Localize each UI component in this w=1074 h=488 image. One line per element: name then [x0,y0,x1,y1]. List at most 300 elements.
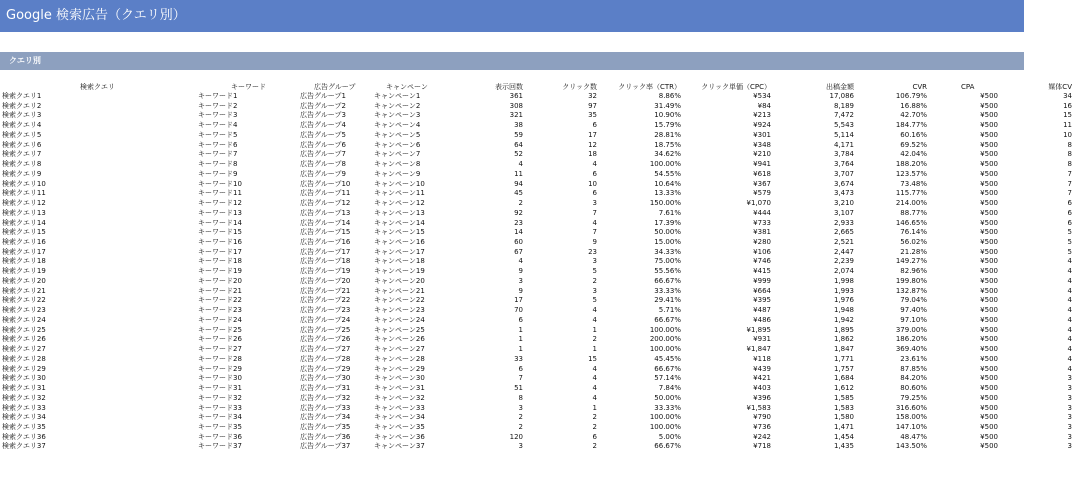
cell-ctr: 18.75% [654,140,681,149]
cell-cpc: ¥534 [753,92,771,100]
cell-cpc: ¥618 [753,169,771,178]
cell-impressions: 45 [514,189,523,198]
cell-ad-group: 広告グループ22 [300,296,351,305]
cell-ctr: 31.49% [654,101,681,110]
table-row[interactable] [0,150,1074,160]
table-row[interactable] [0,335,1074,345]
table-row[interactable] [0,238,1074,248]
cell-cvr: 88.77% [900,208,927,217]
cell-search-query: 検索クエリ4 [2,121,42,130]
table-row[interactable] [0,442,1074,452]
table-row[interactable] [0,121,1074,131]
cell-spend: 1,757 [833,364,854,373]
cell-cpa: ¥500 [980,150,998,159]
cell-spend: 4,171 [833,140,854,149]
cell-impressions: 3 [518,403,523,412]
table-row[interactable] [0,296,1074,306]
cell-search-query: 検索クエリ37 [2,442,46,451]
table-row[interactable] [0,170,1074,180]
table-row[interactable] [0,141,1074,151]
cell-keyword: キーワード36 [198,432,242,441]
cell-cpa: ¥500 [980,238,998,247]
cell-campaign: キャンペーン7 [374,150,421,159]
cell-search-query: 検索クエリ24 [2,315,46,324]
cell-search-query: 検索クエリ11 [2,189,46,198]
cell-cpc: ¥486 [753,315,771,324]
cell-ad-group: 広告グループ30 [300,374,351,383]
cell-clicks: 18 [588,150,597,159]
col-header-cpc[interactable]: クリック単価（CPC） [701,83,771,91]
cell-spend: 1,471 [833,422,854,431]
cell-clicks: 10 [588,179,597,188]
table-row[interactable] [0,180,1074,190]
cell-keyword: キーワード17 [198,247,242,256]
cell-keyword: キーワード5 [198,130,238,139]
cell-campaign: キャンペーン21 [374,286,425,295]
cell-campaign: キャンペーン4 [374,121,421,130]
cell-cvr: 188.20% [895,160,927,169]
cell-campaign: キャンペーン14 [374,218,425,227]
cell-keyword: キーワード29 [198,364,242,373]
cell-cpc: ¥1,895 [746,325,771,334]
cell-ctr: 7.84% [658,384,681,393]
cell-media-cv: 16 [1063,101,1072,110]
cell-cpc: ¥579 [753,189,771,198]
table-row[interactable] [0,374,1074,384]
cell-clicks: 9 [592,238,597,247]
cell-impressions: 11 [514,169,523,178]
cell-cpc: ¥381 [753,228,771,237]
cell-ad-group: 広告グループ8 [300,160,346,169]
col-header-cvr[interactable]: CVR [912,83,927,91]
cell-impressions: 14 [514,228,523,237]
cell-spend: 1,998 [833,276,854,285]
cell-cvr: 97.10% [900,315,927,324]
cell-ad-group: 広告グループ24 [300,315,351,324]
cell-cvr: 73.48% [900,179,927,188]
cell-keyword: キーワード34 [198,413,242,422]
cell-clicks: 2 [592,335,597,344]
col-header-media-cv[interactable]: 媒体CV [1048,83,1072,91]
cell-media-cv: 10 [1063,130,1072,139]
cell-keyword: キーワード12 [198,199,242,208]
cell-campaign: キャンペーン36 [374,432,425,441]
cell-cvr: 16.88% [900,101,927,110]
table-row[interactable] [0,160,1074,170]
cell-clicks: 4 [592,306,597,315]
cell-cpa: ¥500 [980,403,998,412]
cell-ad-group: 広告グループ32 [300,393,351,402]
cell-search-query: 検索クエリ5 [2,130,42,139]
table-row[interactable] [0,219,1074,229]
cell-spend: 1,862 [833,335,854,344]
cell-campaign: キャンペーン37 [374,442,425,451]
col-header-keyword[interactable]: キーワード [231,83,266,91]
cell-cpc: ¥718 [753,442,771,451]
cell-cpc: ¥395 [753,296,771,305]
cell-ctr: 100.00% [649,422,681,431]
cell-clicks: 5 [592,267,597,276]
cell-ctr: 33.33% [654,286,681,295]
cell-search-query: 検索クエリ30 [2,374,46,383]
cell-cvr: 69.52% [900,140,927,149]
cell-media-cv: 5 [1067,247,1072,256]
table-row[interactable] [0,413,1074,423]
cell-search-query: 検索クエリ22 [2,296,46,305]
table-row[interactable] [0,404,1074,414]
cell-cpa: ¥500 [980,179,998,188]
cell-cpa: ¥500 [980,354,998,363]
cell-impressions: 2 [518,199,523,208]
table-row[interactable] [0,199,1074,209]
cell-cpa: ¥500 [980,208,998,217]
cell-cpa: ¥500 [980,422,998,431]
cell-search-query: 検索クエリ9 [2,169,42,178]
cell-cpc: ¥213 [753,111,771,120]
col-header-campaign[interactable]: キャンペーン [386,83,428,91]
cell-media-cv: 4 [1067,315,1072,324]
cell-keyword: キーワード32 [198,393,242,402]
cell-cpa: ¥500 [980,335,998,344]
cell-spend: 1,976 [833,296,854,305]
cell-cpa: ¥500 [980,306,998,315]
cell-ad-group: 広告グループ33 [300,403,351,412]
cell-media-cv: 3 [1067,413,1072,422]
table-header-row [0,82,1074,92]
cell-cpc: ¥941 [753,160,771,169]
cell-campaign: キャンペーン17 [374,247,425,256]
cell-search-query: 検索クエリ8 [2,160,42,169]
cell-cvr: 82.96% [900,267,927,276]
cell-cpc: ¥367 [753,179,771,188]
cell-cpa: ¥500 [980,111,998,120]
cell-cvr: 79.25% [900,393,927,402]
table-row[interactable] [0,306,1074,316]
table-row[interactable] [0,355,1074,365]
cell-cvr: 158.00% [895,413,927,422]
cell-ctr: 34.33% [654,247,681,256]
cell-search-query: 検索クエリ28 [2,354,46,363]
cell-spend: 2,521 [833,238,854,247]
cell-keyword: キーワード11 [198,189,242,198]
cell-cpc: ¥444 [753,208,771,217]
cell-clicks: 2 [592,413,597,422]
cell-ctr: 13.33% [654,189,681,198]
cell-cpc: ¥1,070 [746,199,771,208]
cell-clicks: 15 [588,354,597,363]
cell-keyword: キーワード21 [198,286,242,295]
cell-impressions: 52 [514,150,523,159]
col-header-spend[interactable]: 出稿金額 [826,83,854,91]
cell-search-query: 検索クエリ31 [2,384,46,393]
cell-ctr: 66.67% [654,276,681,285]
cell-cpa: ¥500 [980,286,998,295]
cell-media-cv: 15 [1063,111,1072,120]
cell-media-cv: 3 [1067,422,1072,431]
cell-cpc: ¥439 [753,364,771,373]
cell-spend: 1,771 [833,354,854,363]
cell-ctr: 10.90% [654,111,681,120]
cell-ctr: 100.00% [649,345,681,354]
col-header-search-query[interactable]: 検索クエリ [80,83,115,91]
cell-campaign: キャンペーン24 [374,315,425,324]
cell-cpc: ¥396 [753,393,771,402]
cell-campaign: キャンペーン18 [374,257,425,266]
cell-media-cv: 7 [1067,189,1072,198]
table-row[interactable] [0,267,1074,277]
cell-impressions: 60 [514,238,523,247]
cell-clicks: 6 [592,432,597,441]
cell-clicks: 2 [592,276,597,285]
cell-search-query: 検索クエリ2 [2,101,42,110]
cell-media-cv: 3 [1067,442,1072,451]
cell-spend: 1,684 [833,374,854,383]
cell-ad-group: 広告グループ27 [300,345,351,354]
cell-search-query: 検索クエリ35 [2,422,46,431]
cell-search-query: 検索クエリ23 [2,306,46,315]
col-header-cpa[interactable]: CPA [961,83,975,91]
cell-ctr: 100.00% [649,160,681,169]
table-row[interactable] [0,209,1074,219]
table-row[interactable] [0,248,1074,258]
cell-spend: 2,933 [833,218,854,227]
cell-search-query: 検索クエリ7 [2,150,42,159]
table-row[interactable] [0,423,1074,433]
cell-media-cv: 3 [1067,384,1072,393]
cell-cvr: 199.80% [895,276,927,285]
cell-media-cv: 11 [1063,121,1072,130]
cell-cpa: ¥500 [980,130,998,139]
cell-media-cv: 8 [1067,150,1072,159]
cell-ctr: 200.00% [649,335,681,344]
cell-search-query: 検索クエリ14 [2,218,46,227]
table-row[interactable] [0,228,1074,238]
cell-clicks: 6 [592,169,597,178]
cell-cpc: ¥280 [753,238,771,247]
col-header-impressions[interactable]: 表示回数 [495,83,523,91]
cell-clicks: 4 [592,218,597,227]
cell-campaign: キャンペーン34 [374,413,425,422]
cell-clicks: 4 [592,374,597,383]
cell-search-query: 検索クエリ25 [2,325,46,334]
cell-clicks: 7 [592,208,597,217]
cell-spend: 1,454 [833,432,854,441]
cell-media-cv: 6 [1067,218,1072,227]
cell-cvr: 149.27% [895,257,927,266]
cell-cvr: 79.04% [900,296,927,305]
cell-ad-group: 広告グループ17 [300,247,351,256]
cell-ctr: 66.67% [654,364,681,373]
cell-ad-group: 広告グループ29 [300,364,351,373]
cell-cpa: ¥500 [980,160,998,169]
cell-ad-group: 広告グループ7 [300,150,346,159]
cell-impressions: 17 [514,296,523,305]
cell-spend: 2,074 [833,267,854,276]
cell-impressions: 2 [518,422,523,431]
cell-search-query: 検索クエリ21 [2,286,46,295]
cell-impressions: 92 [514,208,523,217]
cell-impressions: 6 [518,364,523,373]
cell-ctr: 150.00% [649,199,681,208]
cell-cpa: ¥500 [980,364,998,373]
cell-campaign: キャンペーン22 [374,296,425,305]
table-row[interactable] [0,277,1074,287]
cell-search-query: 検索クエリ10 [2,179,46,188]
cell-media-cv: 7 [1067,179,1072,188]
cell-search-query: 検索クエリ3 [2,111,42,120]
cell-ad-group: 広告グループ26 [300,335,351,344]
cell-impressions: 7 [518,374,523,383]
cell-search-query: 検索クエリ27 [2,345,46,354]
query-report-table [0,82,1074,452]
table-row[interactable] [0,384,1074,394]
cell-media-cv: 34 [1063,92,1072,100]
cell-cvr: 56.02% [900,238,927,247]
cell-media-cv: 7 [1067,169,1072,178]
table-row[interactable] [0,365,1074,375]
cell-cpa: ¥500 [980,257,998,266]
cell-impressions: 64 [514,140,523,149]
cell-spend: 2,239 [833,257,854,266]
table-row[interactable] [0,92,1074,102]
cell-spend: 1,895 [833,325,854,334]
cell-spend: 5,114 [833,130,854,139]
table-row[interactable] [0,131,1074,141]
cell-keyword: キーワード24 [198,315,242,324]
cell-media-cv: 4 [1067,296,1072,305]
cell-clicks: 7 [592,228,597,237]
cell-cpc: ¥999 [753,276,771,285]
cell-cvr: 132.87% [895,286,927,295]
cell-ctr: 5.71% [658,306,681,315]
cell-impressions: 6 [518,315,523,324]
cell-keyword: キーワード7 [198,150,238,159]
cell-ad-group: 広告グループ34 [300,413,351,422]
cell-ctr: 50.00% [654,393,681,402]
cell-campaign: キャンペーン1 [374,92,421,100]
cell-keyword: キーワード28 [198,354,242,363]
cell-ad-group: 広告グループ15 [300,228,351,237]
cell-media-cv: 6 [1067,199,1072,208]
cell-media-cv: 3 [1067,374,1072,383]
cell-campaign: キャンペーン5 [374,130,421,139]
cell-campaign: キャンペーン12 [374,199,425,208]
cell-media-cv: 5 [1067,238,1072,247]
col-header-ctr[interactable]: クリック率（CTR） [618,83,681,91]
cell-ctr: 28.81% [654,130,681,139]
cell-clicks: 3 [592,199,597,208]
cell-impressions: 120 [509,432,523,441]
cell-cvr: 316.60% [895,403,927,412]
cell-ad-group: 広告グループ9 [300,169,346,178]
cell-search-query: 検索クエリ20 [2,276,46,285]
cell-cpa: ¥500 [980,374,998,383]
cell-campaign: キャンペーン29 [374,364,425,373]
cell-cpc: ¥403 [753,384,771,393]
table-row[interactable] [0,189,1074,199]
cell-media-cv: 3 [1067,432,1072,441]
cell-ad-group: 広告グループ31 [300,384,351,393]
table-row[interactable] [0,394,1074,404]
cell-cpc: ¥736 [753,422,771,431]
cell-clicks: 3 [592,286,597,295]
cell-ctr: 57.14% [654,374,681,383]
table-row[interactable] [0,257,1074,267]
cell-ctr: 55.56% [654,267,681,276]
cell-ad-group: 広告グループ28 [300,354,351,363]
cell-keyword: キーワード27 [198,345,242,354]
section-header: クエリ別 [0,52,1024,70]
cell-keyword: キーワード26 [198,335,242,344]
cell-ctr: 66.67% [654,315,681,324]
cell-cpa: ¥500 [980,228,998,237]
table-row[interactable] [0,433,1074,443]
cell-cpc: ¥84 [757,101,771,110]
cell-cvr: 87.85% [900,364,927,373]
table-row[interactable] [0,316,1074,326]
table-row[interactable] [0,345,1074,355]
cell-ctr: 75.00% [654,257,681,266]
cell-ad-group: 広告グループ5 [300,130,346,139]
cell-impressions: 361 [509,92,523,100]
cell-ad-group: 広告グループ10 [300,179,351,188]
cell-keyword: キーワード25 [198,325,242,334]
cell-media-cv: 4 [1067,354,1072,363]
cell-impressions: 9 [518,267,523,276]
cell-impressions: 33 [514,354,523,363]
cell-impressions: 4 [518,160,523,169]
table-row[interactable] [0,326,1074,336]
cell-cvr: 42.70% [900,111,927,120]
cell-spend: 3,764 [833,160,854,169]
cell-search-query: 検索クエリ16 [2,238,46,247]
cell-cvr: 48.47% [900,432,927,441]
table-row[interactable] [0,102,1074,112]
cell-search-query: 検索クエリ13 [2,208,46,217]
cell-clicks: 23 [588,247,597,256]
cell-keyword: キーワード18 [198,257,242,266]
cell-clicks: 4 [592,384,597,393]
cell-campaign: キャンペーン10 [374,179,425,188]
cell-cvr: 115.77% [895,189,927,198]
cell-cpa: ¥500 [980,442,998,451]
cell-impressions: 321 [509,111,523,120]
cell-clicks: 4 [592,364,597,373]
table-row[interactable] [0,287,1074,297]
cell-keyword: キーワード33 [198,403,242,412]
cell-cpa: ¥500 [980,218,998,227]
cell-cvr: 106.79% [895,92,927,100]
cell-cpa: ¥500 [980,92,998,100]
cell-ad-group: 広告グループ35 [300,422,351,431]
cell-campaign: キャンペーン2 [374,101,421,110]
cell-impressions: 2 [518,413,523,422]
table-row[interactable] [0,111,1074,121]
cell-cpa: ¥500 [980,189,998,198]
cell-impressions: 51 [514,384,523,393]
cell-campaign: キャンペーン3 [374,111,421,120]
cell-cpc: ¥931 [753,335,771,344]
cell-ad-group: 広告グループ23 [300,306,351,315]
cell-cvr: 186.20% [895,335,927,344]
cell-ctr: 29.41% [654,296,681,305]
col-header-clicks[interactable]: クリック数 [562,83,597,91]
col-header-ad-group[interactable]: 広告グループ [314,83,356,91]
cell-keyword: キーワード31 [198,384,242,393]
cell-ad-group: 広告グループ4 [300,121,346,130]
cell-media-cv: 4 [1067,276,1072,285]
cell-impressions: 3 [518,276,523,285]
